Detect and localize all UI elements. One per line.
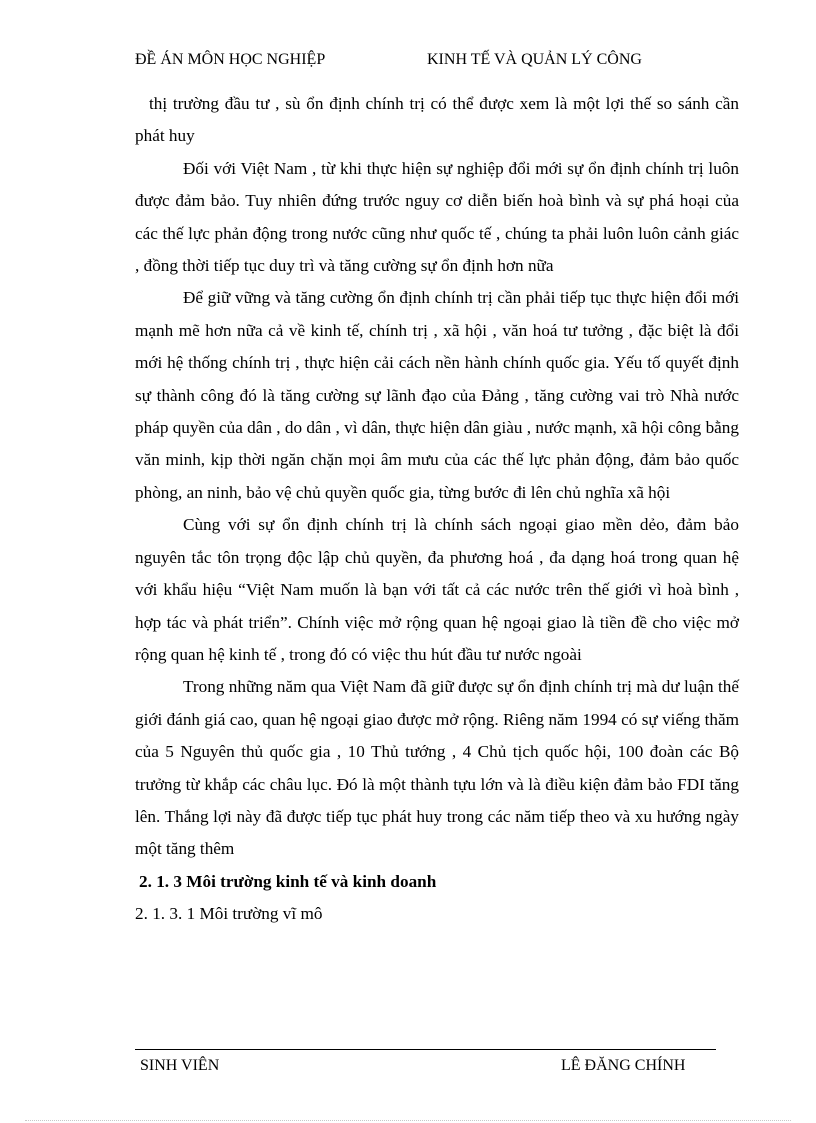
document-body: [135, 88, 739, 931]
page-border: [25, 1120, 791, 1121]
paragraph: Trong những năm qua Việt Nam đã giữ được sự ổn định chính trị mà dư luận thế giới đánh giá cao, quan hệ ngoại giao được mở rộng. Riêng năm 1994 có sự viếng thăm của 5 Nguyên thủ quốc gia , 10 Thủ tướng , 4 Chủ tịch quốc hội, 100 đoàn các Bộ trưởng từ khắp các châu lục. Đó là một thành tựu lớn và là điều kiện đảm bảo FDI tăng lên. Thắng lợi này đã được tiếp tục phát huy trong các năm tiếp theo và xu hướng ngày một tăng thêm: [135, 677, 739, 859]
footer-right-text: LÊ ĐĂNG CHÍNH: [561, 1057, 686, 1074]
paragraph: Đối với Việt Nam , từ khi thực hiện sự nghiệp đổi mới sự ổn định chính trị luôn được đảm bảo. Tuy nhiên đứng trước nguy cơ diễn biến hoà bình và sự phá hoại của các thế lực phản động trong nước cũng như quốc tế , chúng ta phải luôn luôn cảnh giác , đồng thời tiếp tục duy trì và tăng cường sự ổn định hơn nữa: [135, 158, 739, 276]
header-left-text: ĐỀ ÁN MÔN HỌC NGHIỆP: [135, 51, 326, 68]
subsection-heading: 2. 1. 3. 1 Môi trường vĩ mô: [135, 904, 323, 924]
section-heading: 2. 1. 3 Môi trường kinh tế và kinh doanh: [139, 871, 437, 891]
footer-divider: [135, 1049, 716, 1050]
page-header: [135, 50, 735, 90]
header-right-text: KINH TẾ VÀ QUẢN LÝ CÔNG: [427, 51, 642, 68]
paragraph: Cùng với sự ổn định chính trị là chính sách ngoại giao mền dẻo, đảm bảo nguyên tắc tôn trọng độc lập chủ quyền, đa phương hoá , đa dạng hoá trong quan hệ với khẩu hiệu “Việt Nam muốn là bạn với tất cả các nước trên thế giới vì hoà bình , hợp tác và phát triển”. Chính việc mở rộng quan hệ ngoại giao là tiền đề cho việc mở rộng quan hệ kinh tế , trong đó có việc thu hút đầu tư nước ngoài: [135, 515, 739, 664]
footer-left-text: SINH VIÊN: [140, 1057, 220, 1074]
paragraph: Để giữ vững và tăng cường ổn định chính trị cần phải tiếp tục thực hiện đổi mới mạnh mẽ hơn nữa cả về kinh tế, chính trị , xã hội , văn hoá tư tưởng , đặc biệt là đổi mới hệ thống chính trị , thực hiện cải cách nền hành chính quốc gia. Yếu tố quyết định sự thành công đó là tăng cường sự lãnh đạo của Đảng , tăng cường vai trò Nhà nước pháp quyền của dân , do dân , vì dân, thực hiện dân giàu , nước mạnh, xã hội công bằng văn minh, kịp thời ngăn chặn mọi âm mưu của các thế lực phản động, đảm bảo quốc phòng, an ninh, bảo vệ chủ quyền quốc gia, từng bước đi lên chủ nghĩa xã hội: [135, 288, 739, 502]
paragraph-continuation: thị trường đầu tư , sù ổn định chính trị có thể được xem là một lợi thế so sánh cần phát huy: [135, 94, 739, 146]
